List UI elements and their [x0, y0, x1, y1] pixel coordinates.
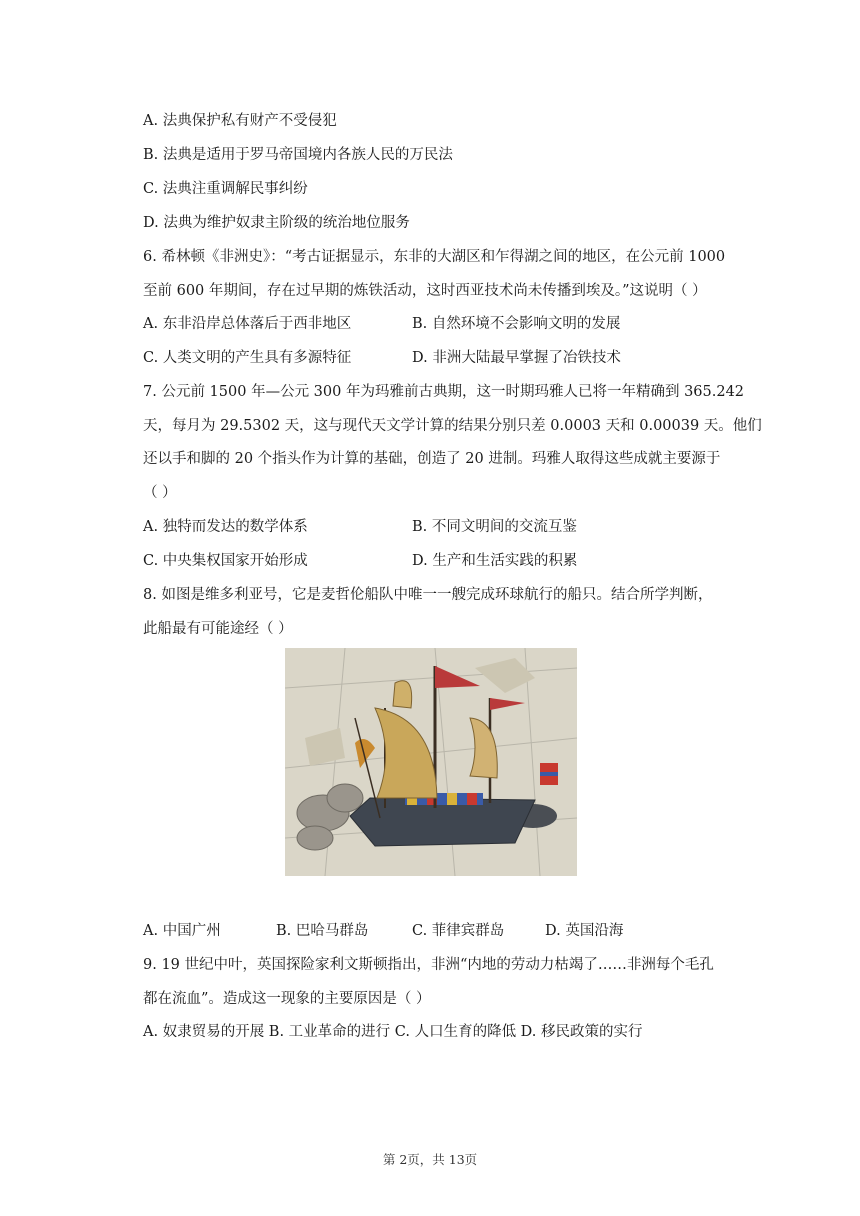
q7-option-b: B. 不同文明间的交流互鉴	[412, 519, 577, 535]
q5-option-a: A. 法典保护私有财产不受侵犯	[143, 113, 337, 129]
q9-options: A. 奴隶贸易的开展 B. 工业革命的进行 C. 人口生育的降低 D. 移民政策的实行	[143, 1024, 643, 1040]
q5-option-c: C. 法典注重调解民事纠纷	[143, 181, 308, 197]
q6-option-a: A. 东非沿岸总体落后于西非地区	[143, 316, 352, 332]
q6-option-d: D. 非洲大陆最早掌握了冶铁技术	[412, 350, 621, 366]
q7-stem-line4: （ ）	[143, 485, 177, 501]
q8-option-d: D. 英国沿海	[545, 923, 624, 939]
q7-option-a: A. 独特而发达的数学体系	[143, 519, 308, 535]
q8-stem-line1: 8. 如图是维多利亚号，它是麦哲伦船队中唯一一艘完成环球航行的船只。结合所学判断，	[143, 587, 713, 603]
q6-option-b: B. 自然环境不会影响文明的发展	[412, 316, 621, 332]
q8-option-a: A. 中国广州	[143, 923, 221, 939]
q9-stem-line1: 9. 19 世纪中叶，英国探险家利文斯顿指出，非洲“内地的劳动力枯竭了……非洲每个毛孔	[143, 957, 714, 973]
q7-stem-line1: 7. 公元前 1500 年—公元 300 年为玛雅前古典期，这一时期玛雅人已将一年精确到 365.242	[143, 384, 745, 400]
q5-option-b: B. 法典是适用于罗马帝国境内各族人民的万民法	[143, 147, 453, 163]
q5-option-d: D. 法典为维护奴隶主阶级的统治地位服务	[143, 215, 410, 231]
q9-stem-line2: 都在流血”。造成这一现象的主要原因是（ ）	[143, 991, 431, 1007]
q7-option-d: D. 生产和生活实践的积累	[412, 553, 578, 569]
page-footer: 第 2页，共 13页	[382, 1152, 478, 1167]
q6-option-c: C. 人类文明的产生具有多源特征	[143, 350, 352, 366]
q7-stem-line3: 还以手和脚的 20 个指头作为计算的基础，创造了 20 进制。玛雅人取得这些成就主要源于	[143, 451, 721, 467]
victoria-ship-illustration	[285, 648, 577, 876]
q7-stem-line2: 天，每月为 29.5302 天，这与现代天文学计算的结果分别只差 0.0003 天和 0.00039 天。他们	[143, 418, 762, 434]
ship-drawing	[285, 648, 577, 876]
q7-option-c: C. 中央集权国家开始形成	[143, 553, 308, 569]
q8-option-b: B. 巴哈马群岛	[276, 923, 369, 939]
q6-stem-line2: 至前 600 年期间，存在过早期的炼铁活动，这时西亚技术尚未传播到埃及。”这说明（ ）	[143, 283, 707, 299]
q8-stem-line2: 此船最有可能途经（ ）	[143, 621, 293, 637]
q8-option-c: C. 菲律宾群岛	[412, 923, 505, 939]
q6-stem-line1: 6. 希林顿《非洲史》：“考古证据显示，东非的大湖区和乍得湖之间的地区，在公元前 1000	[143, 249, 726, 265]
